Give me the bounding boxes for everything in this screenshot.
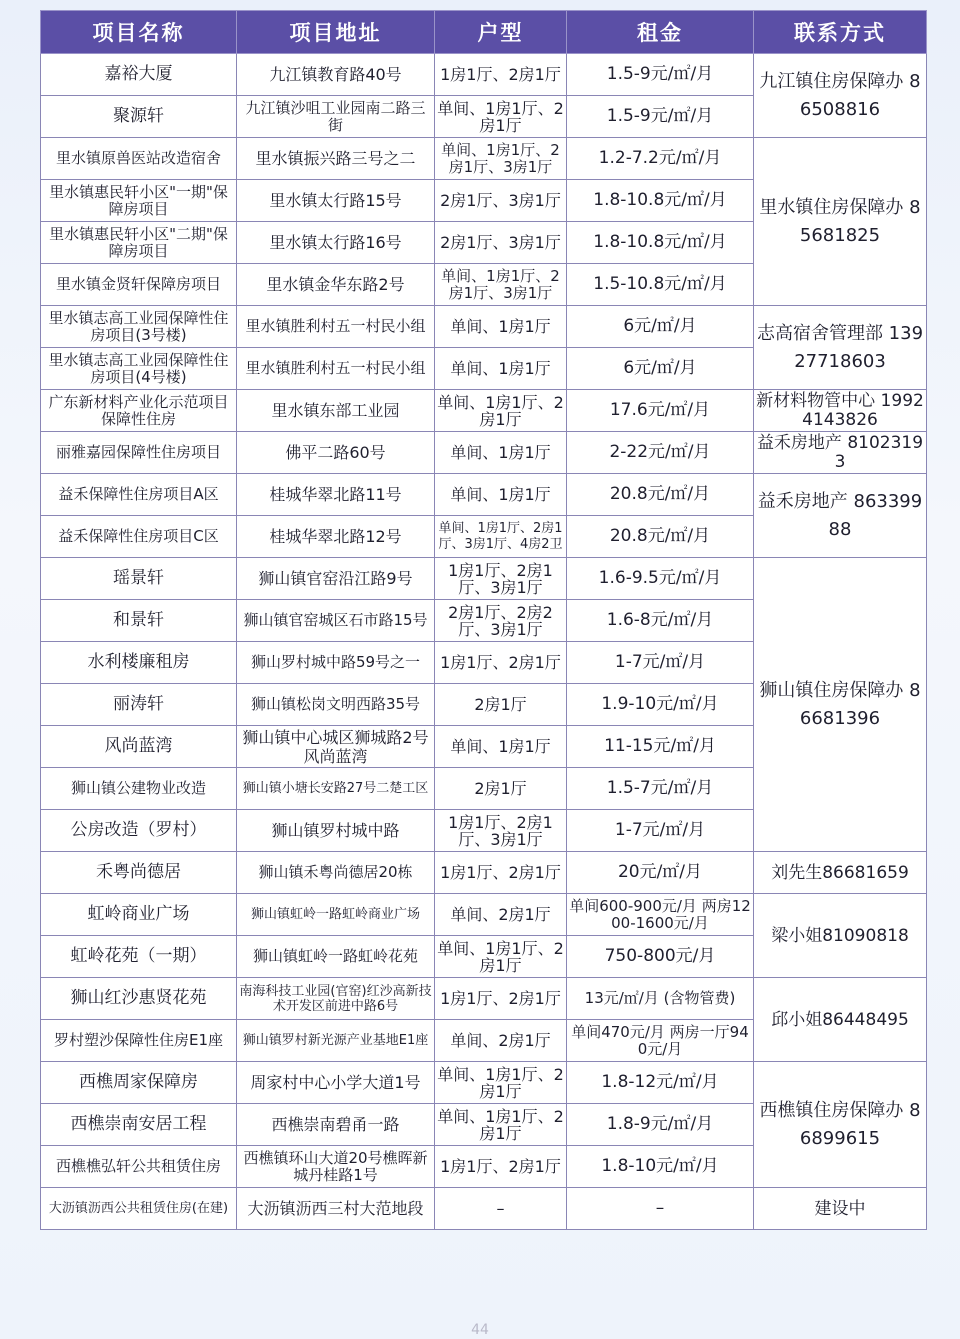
table-row [41,1188,927,1230]
project-name: 里水镇金贤轩保障房项目 [41,264,237,306]
unit-type: 单间、1房1厅 [435,306,567,348]
project-address: 西樵镇环山大道20号樵晖新城丹桂路1号 [237,1146,435,1188]
project-address: 狮山镇松岗文明西路35号 [237,684,435,726]
project-name: 虹岭商业广场 [41,894,237,936]
rent: 750-800元/月 [567,936,754,978]
rent: – [567,1188,754,1230]
unit-type: 1房1厅、2房1厅、3房1厅 [435,810,567,852]
project-address: 狮山镇中心城区狮城路2号风尚蓝湾 [237,726,435,768]
project-address: 桂城华翠北路12号 [237,516,435,558]
table-row [41,54,927,96]
table-row [41,852,927,894]
project-address: 里水镇太行路15号 [237,180,435,222]
contact: 新材料物管中心 19924143826 [754,390,927,432]
rent: 6元/㎡/月 [567,348,754,390]
project-name: 西樵崇南安居工程 [41,1104,237,1146]
project-address: 西樵崇南碧甬一路 [237,1104,435,1146]
project-name: 水利楼廉租房 [41,642,237,684]
rent: 1-7元/㎡/月 [567,810,754,852]
contact: 益禾房地产 81023193 [754,432,927,474]
project-address: 里水镇振兴路三号之二 [237,138,435,180]
rent: 1.2-7.2元/㎡/月 [567,138,754,180]
unit-type: 2房1厅、3房1厅 [435,222,567,264]
contact: 建设中 [754,1188,927,1230]
rent: 6元/㎡/月 [567,306,754,348]
table-row [41,390,927,432]
contact: 志高宿舍管理部 13927718603 [754,306,927,390]
housing-table-container [40,10,926,1230]
rent: 1.8-10元/㎡/月 [567,1146,754,1188]
project-name: 益禾保障性住房项目A区 [41,474,237,516]
contact: 益禾房地产 86339988 [754,474,927,558]
project-address: 桂城华翠北路11号 [237,474,435,516]
header-rent: 租金 [567,11,754,54]
project-address: 狮山罗村城中路59号之一 [237,642,435,684]
rent: 1.5-10.8元/㎡/月 [567,264,754,306]
rent: 1.8-9元/㎡/月 [567,1104,754,1146]
project-address: 狮山镇虹岭一路虹岭商业广场 [237,894,435,936]
project-address: 里水镇金华东路2号 [237,264,435,306]
project-name: 狮山镇公建物业改造 [41,768,237,810]
project-address: 里水镇太行路16号 [237,222,435,264]
project-address: 狮山镇虹岭一路虹岭花苑 [237,936,435,978]
unit-type: 单间、1房1厅、2房1厅 [435,1104,567,1146]
project-address: 九江镇沙咀工业园南二路三街 [237,96,435,138]
rent: 20.8元/㎡/月 [567,474,754,516]
project-name: 丽涛轩 [41,684,237,726]
page-number: 44 [471,1322,489,1338]
table-row [41,138,927,180]
unit-type: 1房1厅、2房1厅 [435,54,567,96]
project-name: 罗村塑沙保障性住房E1座 [41,1020,237,1062]
project-address: 里水镇胜利村五一村民小组 [237,348,435,390]
project-name: 广东新材料产业化示范项目保障性住房 [41,390,237,432]
project-name: 西樵樵弘轩公共租赁住房 [41,1146,237,1188]
table-header-row [41,11,927,54]
unit-type: 单间、1房1厅、2房1厅 [435,936,567,978]
rent: 1.9-10元/㎡/月 [567,684,754,726]
table-row [41,474,927,516]
unit-type: 单间、1房1厅、2房1厅 [435,1062,567,1104]
rent: 1.5-7元/㎡/月 [567,768,754,810]
table-row [41,978,927,1020]
project-name: 瑶景轩 [41,558,237,600]
rent: 13元/㎡/月 (含物管费) [567,978,754,1020]
table-row [41,1062,927,1104]
project-address: 南海科技工业园(官窑)红沙高新技术开发区前进中路6号 [237,978,435,1020]
project-address: 狮山镇罗村城中路 [237,810,435,852]
project-name: 里水镇惠民轩小区"一期"保障房项目 [41,180,237,222]
project-name: 虹岭花苑（一期） [41,936,237,978]
header-contact: 联系方式 [754,11,927,54]
rent: 1.8-10.8元/㎡/月 [567,180,754,222]
project-name: 益禾保障性住房项目C区 [41,516,237,558]
unit-type: 2房1厅、3房1厅 [435,180,567,222]
rent: 11-15元/㎡/月 [567,726,754,768]
rent: 1.8-12元/㎡/月 [567,1062,754,1104]
project-name: 公房改造（罗村） [41,810,237,852]
unit-type: 2房1厅 [435,684,567,726]
table-row [41,894,927,936]
project-name: 聚源轩 [41,96,237,138]
contact: 西樵镇住房保障办 86899615 [754,1062,927,1188]
rent: 1.8-10.8元/㎡/月 [567,222,754,264]
rent: 1.6-8元/㎡/月 [567,600,754,642]
unit-type: 单间、1房1厅、2房1厅 [435,96,567,138]
project-name: 大沥镇沥西公共租赁住房(在建) [41,1188,237,1230]
table-row [41,558,927,600]
contact: 邱小姐86448495 [754,978,927,1062]
unit-type: 单间、1房1厅 [435,726,567,768]
rent: 20.8元/㎡/月 [567,516,754,558]
unit-type: 单间、1房1厅 [435,474,567,516]
contact: 里水镇住房保障办 85681825 [754,138,927,306]
project-address: 佛平二路60号 [237,432,435,474]
contact: 狮山镇住房保障办 86681396 [754,558,927,852]
project-address: 狮山镇官窑城区石市路15号 [237,600,435,642]
unit-type: 单间、2房1厅 [435,1020,567,1062]
project-name: 里水镇原兽医站改造宿舍 [41,138,237,180]
unit-type: 1房1厅、2房1厅 [435,642,567,684]
project-address: 狮山镇小塘长安路27号二楚工区 [237,768,435,810]
unit-type: 1房1厅、2房1厅、3房1厅 [435,558,567,600]
project-name: 丽雅嘉园保障性住房项目 [41,432,237,474]
project-address: 狮山镇禾粤尚德居20栋 [237,852,435,894]
unit-type: 单间、1房1厅、2房1厅、3房1厅 [435,138,567,180]
contact: 九江镇住房保障办 86508816 [754,54,927,138]
rent: 单间470元/月 两房一厅940元/月 [567,1020,754,1062]
rent: 2-22元/㎡/月 [567,432,754,474]
project-name: 和景轩 [41,600,237,642]
contact: 刘先生86681659 [754,852,927,894]
project-name: 西樵周家保障房 [41,1062,237,1104]
project-address: 里水镇胜利村五一村民小组 [237,306,435,348]
unit-type: 1房1厅、2房1厅 [435,1146,567,1188]
rent: 20元/㎡/月 [567,852,754,894]
project-address: 狮山镇官窑沿江路9号 [237,558,435,600]
rent: 1-7元/㎡/月 [567,642,754,684]
project-address: 大沥镇沥西三村大范地段 [237,1188,435,1230]
unit-type: 单间、1房1厅 [435,432,567,474]
unit-type: 单间、1房1厅、2房1厅、3房1厅、4房2卫 [435,516,567,558]
rent: 17.6元/㎡/月 [567,390,754,432]
project-address: 里水镇东部工业园 [237,390,435,432]
unit-type: 单间、1房1厅、2房1厅 [435,390,567,432]
unit-type: 1房1厅、2房1厅 [435,852,567,894]
project-address: 周家村中心小学大道1号 [237,1062,435,1104]
table-row [41,306,927,348]
contact: 梁小姐81090818 [754,894,927,978]
table-row [41,432,927,474]
unit-type: 单间、2房1厅 [435,894,567,936]
unit-type: 2房1厅 [435,768,567,810]
header-project-name: 项目名称 [41,11,237,54]
rent: 1.6-9.5元/㎡/月 [567,558,754,600]
project-name: 狮山红沙惠贤花苑 [41,978,237,1020]
rent: 1.5-9元/㎡/月 [567,54,754,96]
project-name: 禾粤尚德居 [41,852,237,894]
rent: 1.5-9元/㎡/月 [567,96,754,138]
unit-type: 单间、1房1厅 [435,348,567,390]
project-address: 狮山镇罗村新光源产业基地E1座 [237,1020,435,1062]
header-project-address: 项目地址 [237,11,435,54]
project-name: 里水镇志高工业园保障性住房项目(3号楼) [41,306,237,348]
project-address: 九江镇教育路40号 [237,54,435,96]
unit-type: 2房1厅、2房2厅、3房1厅 [435,600,567,642]
project-name: 嘉裕大厦 [41,54,237,96]
unit-type: – [435,1188,567,1230]
project-name: 风尚蓝湾 [41,726,237,768]
rent: 单间600-900元/月 两房1200-1600元/月 [567,894,754,936]
unit-type: 单间、1房1厅、2房1厅、3房1厅 [435,264,567,306]
unit-type: 1房1厅、2房1厅 [435,978,567,1020]
housing-table [40,10,927,1230]
project-name: 里水镇志高工业园保障性住房项目(4号楼) [41,348,237,390]
project-name: 里水镇惠民轩小区"二期"保障房项目 [41,222,237,264]
header-unit-type: 户型 [435,11,567,54]
